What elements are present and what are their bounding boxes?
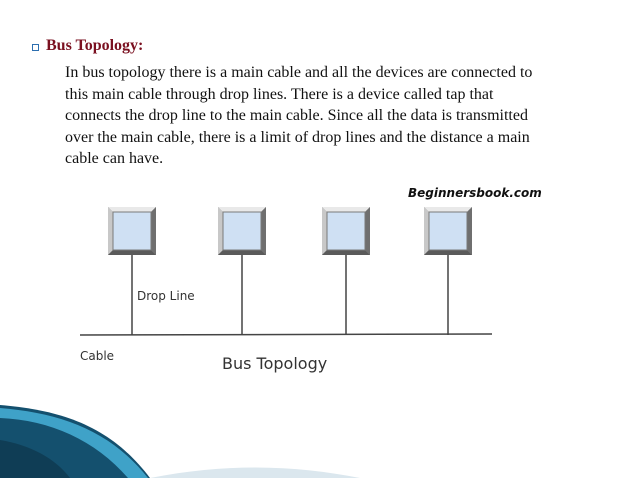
paragraph-line: over the main cable, there is a limit of drop lines and the distance a main (65, 128, 530, 146)
diagram-title: Bus Topology (222, 354, 328, 373)
decorative-wave (0, 405, 360, 478)
drop-line-label: Drop Line (137, 289, 195, 303)
cable-label: Cable (80, 349, 115, 363)
paragraph-line: cable can have. (65, 150, 164, 167)
main-cable (80, 334, 492, 335)
paragraph-line: this main cable through drop lines. There is a device called tap that (65, 85, 494, 103)
paragraph-line: In bus topology there is a main cable and all the devices are connected to (65, 64, 533, 81)
watermark: Beginnersbook.com (408, 186, 542, 200)
device-node (322, 207, 370, 255)
slide-heading: Bus Topology: (46, 37, 144, 54)
device-node (424, 207, 472, 255)
device-node (108, 207, 156, 255)
device-node (218, 207, 266, 255)
paragraph-line: connects the drop line to the main cable. Since all the data is transmitted (65, 107, 528, 124)
